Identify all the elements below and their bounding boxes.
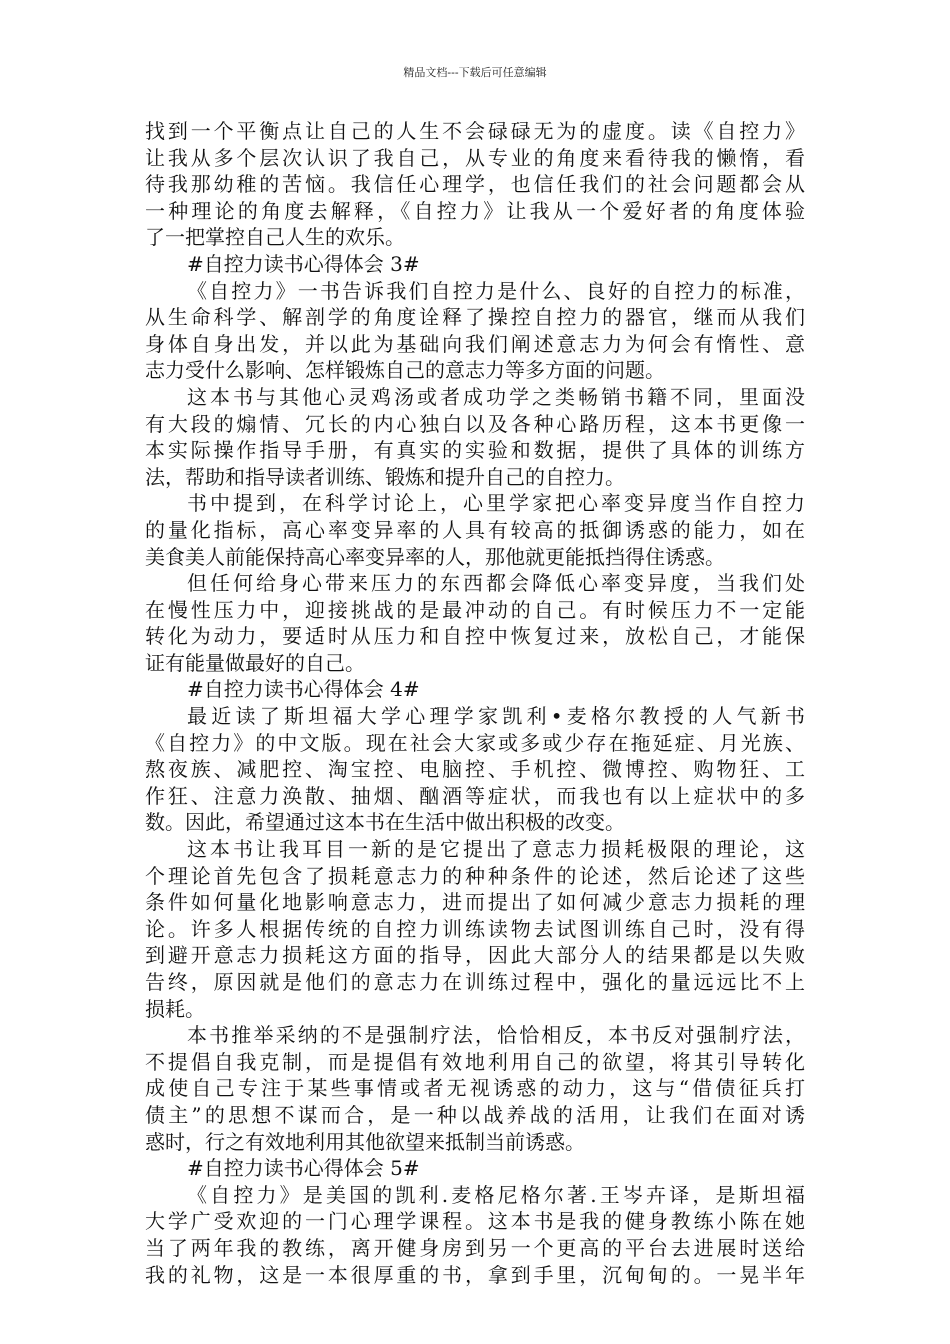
text-line: #自控力读书心得体会 5# (187, 1156, 420, 1181)
text-line: 当了两年我的教练，离开健身房到另一个更高的平台去进展时送给 (145, 1235, 805, 1260)
text-line: #自控力读书心得体会 4# (187, 677, 420, 702)
text-line: 从生命科学、解剖学的角度诠释了操控自控力的器官，继而从我们 (145, 305, 805, 330)
text-line: 大学广受欢迎的一门心理学课程。这本书是我的健身教练小陈在她 (145, 1209, 805, 1234)
text-line: 作狂、注意力涣散、抽烟、酗酒等症状，而我也有以上症状中的多 (145, 783, 805, 808)
text-line: 成使自己专注于某些事情或者无视诱惑的动力，这与“借债征兵打 (145, 1076, 805, 1101)
text-line: 本书推举采纳的不是强制疗法，恰恰相反，本书反对强制疗法， (187, 1023, 805, 1048)
text-line: 一种理论的角度去解释，《自控力》让我从一个爱好者的角度体验 (145, 198, 805, 223)
document-body (145, 118, 805, 1288)
text-line: 法，帮助和指导读者训练、锻炼和提升自己的自控力。 (145, 464, 625, 489)
text-line: 的量化指标，高心率变异率的人具有较高的抵御诱惑的能力，如在 (145, 517, 805, 542)
text-line: 待我那幼稚的苦恼。我信任心理学，也信任我们的社会问题都会从 (145, 172, 805, 197)
text-line: 找到一个平衡点让自己的人生不会碌碌无为的虚度。读《自控力》 (145, 119, 805, 143)
text-line: 了一把掌控自己人生的欢乐。 (145, 225, 405, 250)
text-line: 到避开意志力损耗这方面的指导，因此大部分人的结果都是以失败 (145, 943, 805, 968)
text-line: 熬夜族、减肥控、淘宝控、电脑控、手机控、微博控、购物狂、工 (145, 757, 805, 782)
text-line: 最近读了斯坦福大学心理学家凯利•麦格尔教授的人气新书 (187, 704, 805, 729)
text-line: 在慢性压力中，迎接挑战的是最冲动的自己。有时候压力不一定能 (145, 597, 805, 622)
text-line: 《自控力》的中文版。现在社会大家或多或少存在拖延症、月光族、 (145, 730, 805, 755)
text-line: 这本书与其他心灵鸡汤或者成功学之类畅销书籍不同，里面没 (187, 384, 805, 409)
text-line: 身体自身出发，并以此为基础向我们阐述意志力为何会有惰性、意 (145, 331, 805, 356)
text-line: 债主”的思想不谋而合，是一种以战养战的活用，让我们在面对诱 (145, 1102, 805, 1127)
text-line: #自控力读书心得体会 3# (187, 251, 420, 276)
text-line: 《自控力》是美国的凯利.麦格尼格尔著.王岑卉译，是斯坦福 (187, 1182, 805, 1207)
text-line: 惑时，行之有效地利用其他欲望来抵制当前诱惑。 (145, 1129, 585, 1154)
text-line: 《自控力》一书告诉我们自控力是什么、良好的自控力的标准， (187, 278, 805, 303)
text-line: 告终，原因就是他们的意志力在训练过程中，强化的量远远比不上 (145, 970, 805, 994)
text-line: 转化为动力，要适时从压力和自控中恢复过来，放松自己，才能保 (145, 624, 805, 649)
page-header: 精品文档---下载后可任意编辑 (403, 66, 547, 79)
text-line: 数。因此，希望通过这本书在生活中做出积极的改变。 (145, 810, 625, 835)
text-line: 损耗。 (145, 996, 205, 1021)
text-line: 让我从多个层次认识了我自己，从专业的角度来看待我的懒惰，看 (145, 145, 805, 170)
text-line: 我的礼物，这是一本很厚重的书，拿到手里，沉甸甸的。一晃半年 (145, 1262, 805, 1287)
text-line: 不提倡自我克制，而是提倡有效地利用自己的欲望，将其引导转化 (145, 1049, 805, 1074)
text-line: 志力受什么影响、怎样锻炼自己的意志力等多方面的问题。 (145, 358, 665, 383)
text-line: 书中提到，在科学讨论上，心里学家把心率变异度当作自控力 (187, 491, 805, 516)
text-line: 但任何给身心带来压力的东西都会降低心率变异度，当我们处 (187, 571, 805, 596)
text-line: 有大段的煽情、冗长的内心独白以及各种心路历程，这本书更像一 (145, 411, 805, 436)
text-line: 这本书让我耳目一新的是它提出了意志力损耗极限的理论，这 (187, 837, 805, 862)
text-line: 本实际操作指导手册，有真实的实验和数据，提供了具体的训练方 (145, 438, 805, 463)
text-line: 个理论首先包含了损耗意志力的种种条件的论述，然后论述了这些 (145, 863, 805, 888)
text-line: 美食美人前能保持高心率变异率的人，那他就更能抵挡得住诱惑。 (145, 544, 725, 569)
text-line: 条件如何量化地影响意志力，进而提出了如何减少意志力损耗的理 (145, 890, 805, 915)
text-line: 证有能量做最好的自己。 (145, 650, 365, 675)
text-line: 论。许多人根据传统的自控力训练读物去试图训练自己时，没有得 (145, 916, 805, 941)
